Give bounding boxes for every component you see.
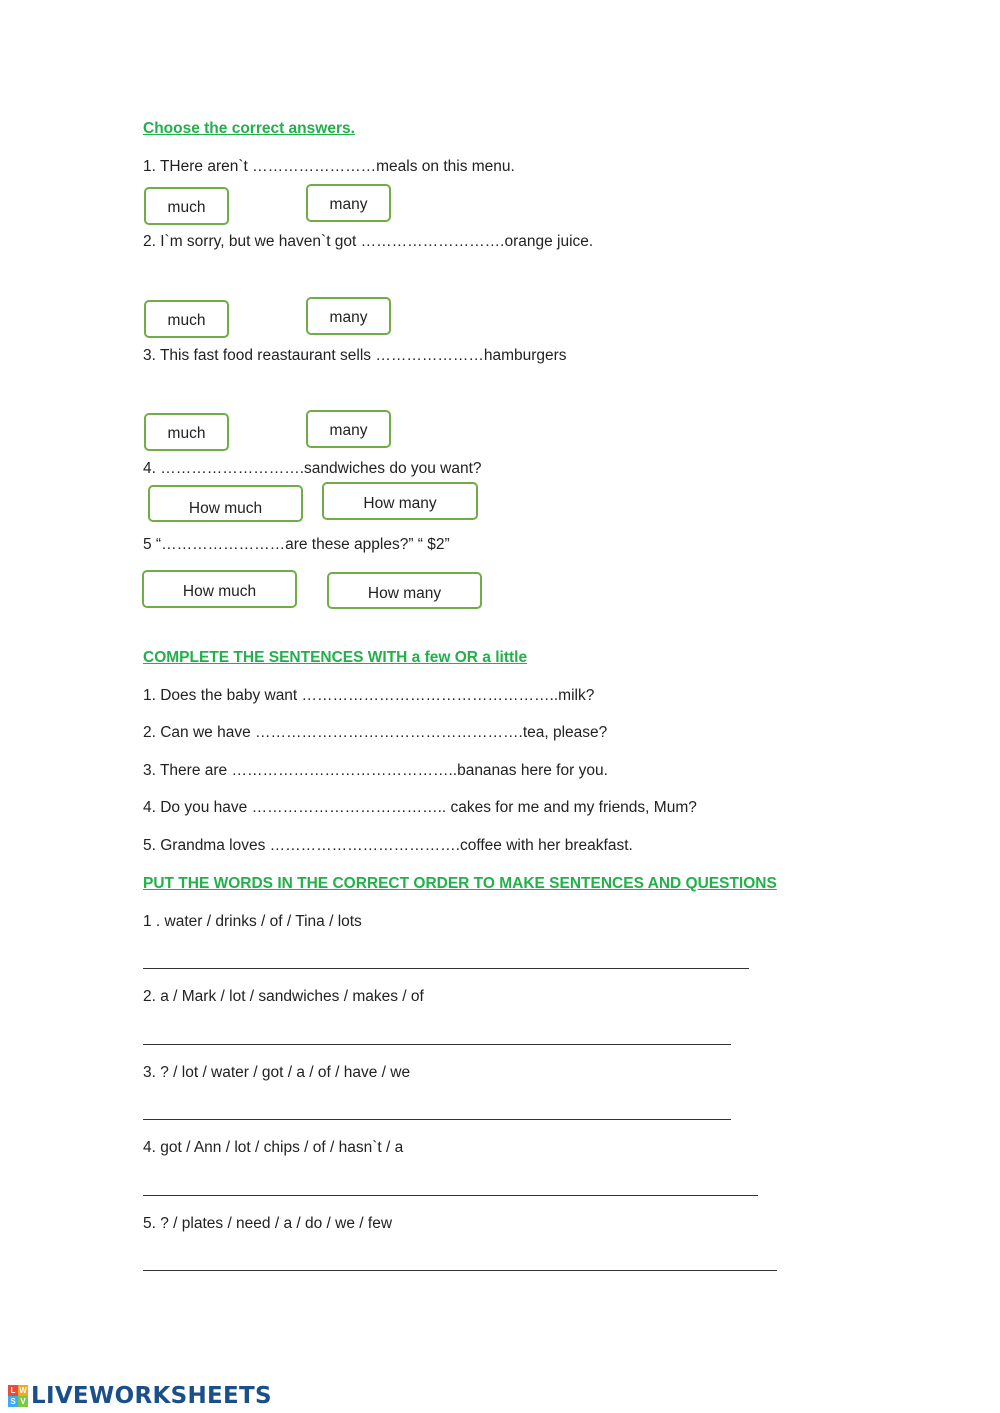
option-label: much <box>167 425 206 442</box>
q5-option-how-much[interactable] <box>142 570 297 608</box>
q3-option-many[interactable] <box>306 410 391 448</box>
order-item-5: 5. ? / plates / need / a / do / we / few <box>143 1215 393 1232</box>
option-label: many <box>329 422 368 439</box>
fill-sentence-1[interactable]: 1. Does the baby want …………………………………………..milk? <box>143 687 595 704</box>
order-item-1: 1 . water / drinks / of / Tina / lots <box>143 913 362 930</box>
question-3-text: 3. This fast food reastaurant sells …………………hamburgers <box>143 347 567 364</box>
option-label: much <box>167 312 206 329</box>
question-1-text: 1. THere aren`t ……………………meals on this menu. <box>143 158 515 175</box>
logo-blocks-icon: L W S V <box>8 1385 28 1407</box>
section3-heading: PUT THE WORDS IN THE CORRECT ORDER TO MAKE SENTENCES AND QUESTIONS <box>143 875 777 892</box>
fill-sentence-3[interactable]: 3. There are ……………………………………..bananas here for you. <box>143 762 608 779</box>
option-label: How much <box>182 583 257 600</box>
answer-line-5[interactable] <box>143 1270 777 1271</box>
q1-option-many[interactable] <box>306 184 391 222</box>
option-label: How much <box>188 500 263 517</box>
order-item-3: 3. ? / lot / water / got / a / of / have / we <box>143 1064 411 1081</box>
q4-option-how-many[interactable] <box>322 482 478 520</box>
order-item-4: 4. got / Ann / lot / chips / of / hasn`t / a <box>143 1139 404 1156</box>
fill-sentence-2[interactable]: 2. Can we have …………………………………………….tea, please? <box>143 724 608 741</box>
q4-option-how-much[interactable] <box>148 485 303 522</box>
option-label: How many <box>367 585 442 602</box>
q3-option-much[interactable] <box>144 413 229 451</box>
section1-heading: Choose the correct answers. <box>143 120 355 137</box>
question-5-text: 5 “……………………are these apples?” “ $2” <box>143 536 450 553</box>
question-4-text: 4. ……………………….sandwiches do you want? <box>143 460 482 477</box>
fill-sentence-4[interactable]: 4. Do you have ……………………………….. cakes for me and my friends, Mum? <box>143 799 697 816</box>
liveworksheets-logo <box>8 1382 272 1410</box>
logo-text: LIVEWORKSHEETS <box>31 1383 272 1409</box>
option-label: many <box>329 196 368 213</box>
q5-option-how-many[interactable] <box>327 572 482 609</box>
fill-sentence-5[interactable]: 5. Grandma loves ……………………………….coffee with her breakfast. <box>143 837 633 854</box>
option-label: much <box>167 199 206 216</box>
answer-line-2[interactable] <box>143 1044 731 1045</box>
section2-heading: COMPLETE THE SENTENCES WITH a few OR a little <box>143 649 528 666</box>
answer-line-1[interactable] <box>143 968 749 969</box>
answer-line-3[interactable] <box>143 1119 731 1120</box>
q1-option-much[interactable] <box>144 187 229 225</box>
option-label: many <box>329 309 368 326</box>
q2-option-much[interactable] <box>144 300 229 338</box>
option-label: How many <box>363 495 437 512</box>
question-2-text: 2. I`m sorry, but we haven`t got ……………………….orange juice. <box>143 233 594 250</box>
order-item-2: 2. a / Mark / lot / sandwiches / makes / of <box>143 988 424 1005</box>
answer-line-4[interactable] <box>143 1195 758 1196</box>
q2-option-many[interactable] <box>306 297 391 335</box>
